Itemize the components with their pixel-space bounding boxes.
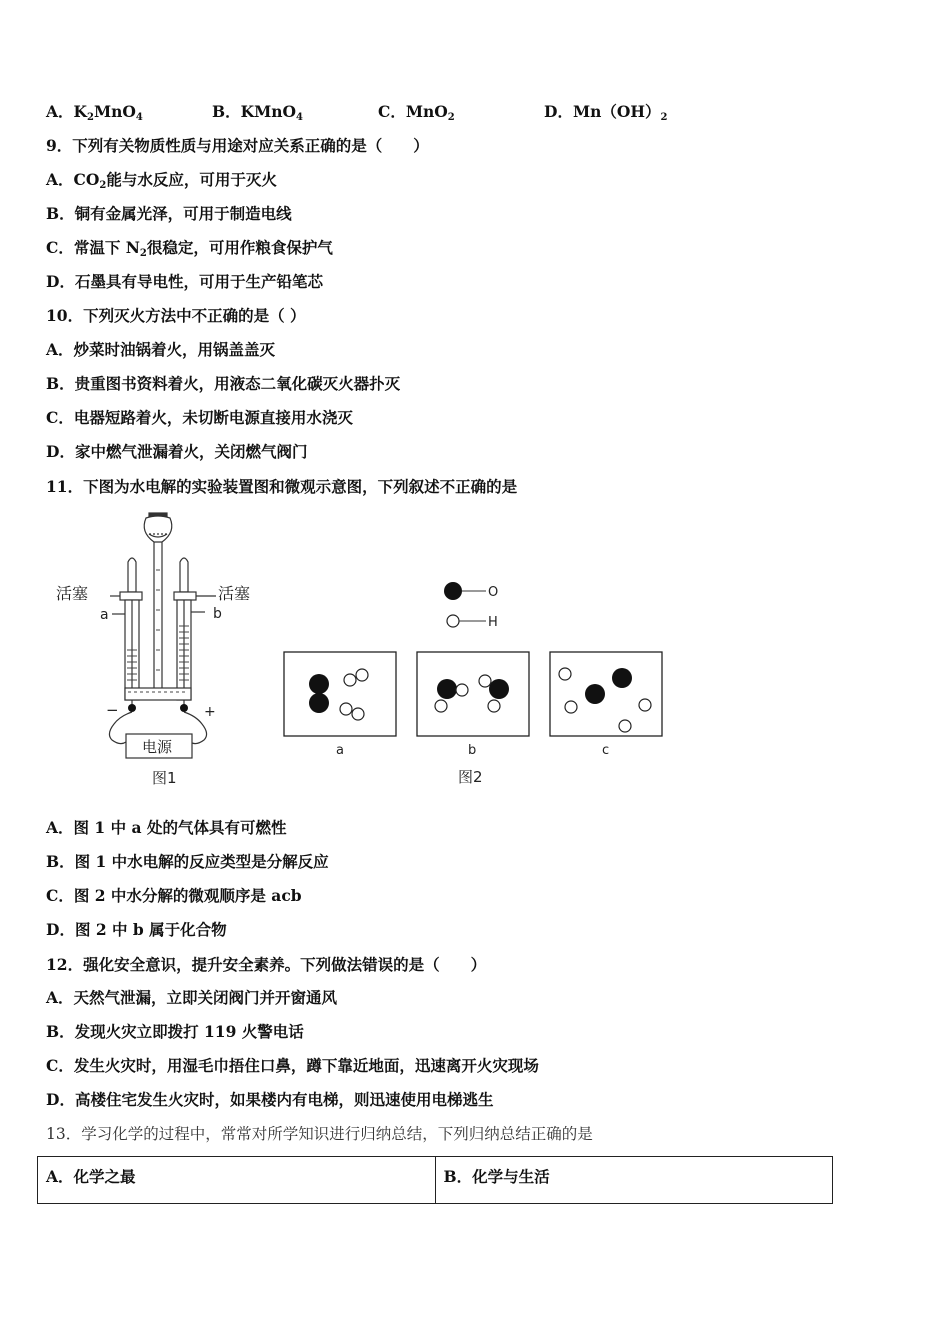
hydrogen-atom: [344, 674, 356, 686]
q11-option-c: C．图 2 中水分解的微观顺序是 acb: [46, 886, 302, 905]
box-c: [550, 652, 662, 736]
q8-option-a: A．$K_2MnO_4$: [46, 102, 143, 123]
plus-sign: +: [204, 704, 216, 720]
box-a: [284, 652, 396, 736]
hydrogen-atom: [488, 700, 500, 712]
q11-option-b: B．图 1 中水电解的反应类型是分解反应: [46, 852, 329, 871]
q8-option-c: C．MnO$_2$: [378, 102, 455, 123]
legend-oxygen-label: O: [488, 585, 499, 600]
q11-stem: 11．下图为水电解的实验装置图和微观示意图，下列叙述不正确的是: [46, 477, 518, 496]
q13-cell-b: B．化学与生活: [435, 1157, 833, 1204]
tube-a-label: a: [100, 607, 109, 623]
q10-option-a: A．炒菜时油锅着火，用锅盖盖灭: [46, 340, 276, 359]
oxygen-atom: [309, 674, 329, 694]
q12-option-d: D．高楼住宅发生火灾时，如果楼内有电梯，则迅速使用电梯逃生: [46, 1090, 494, 1109]
q10-option-b: B．贵重图书资料着火，用液态二氧化碳灭火器扑灭: [46, 374, 401, 393]
oxygen-atom: [612, 668, 632, 688]
oxygen-atom: [585, 684, 605, 704]
q11-option-d: D．图 2 中 b 属于化合物: [46, 920, 227, 939]
hydrogen-atom: [639, 699, 651, 711]
q12-option-a: A．天然气泄漏，立即关闭阀门并开窗通风: [46, 988, 338, 1007]
q12-option-c: C．发生火灾时，用湿毛巾捂住口鼻，蹲下靠近地面，迅速离开火灾现场: [46, 1056, 539, 1075]
q8-option-b: B．KMnO$_4$: [212, 102, 303, 123]
box-b: [417, 652, 529, 736]
hydrogen-atom: [435, 700, 447, 712]
right-valve-label: 活塞: [218, 584, 251, 603]
legend-oxygen-atom: [444, 582, 462, 600]
figure-2-caption: 图2: [458, 768, 483, 786]
positive-electrode: [180, 704, 188, 712]
q12-option-b: B．发现火灾立即拨打 119 火警电话: [46, 1022, 304, 1041]
q9-option-b: B．铜有金属光泽，可用于制造电线: [46, 204, 292, 223]
legend-hydrogen-label: H: [488, 615, 498, 630]
q9-option-a: A．$CO_2$能与水反应，可用于灭火: [46, 170, 277, 191]
oxygen-atom: [309, 693, 329, 713]
q12-stem: 12．强化安全意识，提升安全素养。下列做法错误的是（ ）: [46, 955, 487, 974]
box-a-label: a: [336, 743, 344, 758]
box-c-label: c: [602, 743, 610, 758]
power-source-label: 电源: [142, 738, 173, 756]
q8-option-d: D．$Mn(OH)_2$: [544, 102, 668, 123]
hydrogen-atom: [565, 701, 577, 713]
q8-options: [46, 102, 667, 128]
hydrogen-atom: [559, 668, 571, 680]
hydrogen-atom: [619, 720, 631, 732]
figure-1-electrolysis-apparatus: [50, 510, 270, 790]
box-b-label: b: [468, 743, 477, 758]
figure-2-microscopic-diagram: [280, 575, 670, 790]
figure-1-caption: 图1: [152, 769, 177, 787]
legend-hydrogen-atom: [447, 615, 459, 627]
q10-option-c: C．电器短路着火，未切断电源直接用水浇灭: [46, 408, 353, 427]
q9-option-c: C．常温下 $N_2$很稳定，可用作粮食保护气: [46, 238, 333, 259]
q10-stem: 10．下列灭火方法中不正确的是（ ）: [46, 306, 306, 325]
q13-table: [37, 1156, 833, 1204]
q11-option-a: A．图 1 中 a 处的气体具有可燃性: [46, 818, 287, 837]
hydrogen-atom: [356, 669, 368, 681]
q9-option-d: D．石墨具有导电性，可用于生产铅笔芯: [46, 272, 323, 291]
hydrogen-atom: [340, 703, 352, 715]
minus-sign: −: [106, 701, 119, 719]
left-valve-label: 活塞: [56, 584, 89, 603]
negative-electrode: [128, 704, 136, 712]
hydrogen-atom: [352, 708, 364, 720]
hydrogen-atom: [456, 684, 468, 696]
hydrogen-atom: [479, 675, 491, 687]
tube-b-label: b: [213, 606, 222, 622]
q10-option-d: D．家中燃气泄漏着火，关闭燃气阀门: [46, 442, 308, 461]
q13-stem: 13．学习化学的过程中，常常对所学知识进行归纳总结，下列归纳总结正确的是: [46, 1125, 593, 1143]
q9-stem: 9．下列有关物质性质与用途对应关系正确的是（ ）: [46, 136, 429, 155]
oxygen-atom: [489, 679, 509, 699]
oxygen-atom: [437, 679, 457, 699]
table-row: [38, 1157, 833, 1204]
q13-cell-a: A．化学之最: [38, 1157, 436, 1204]
